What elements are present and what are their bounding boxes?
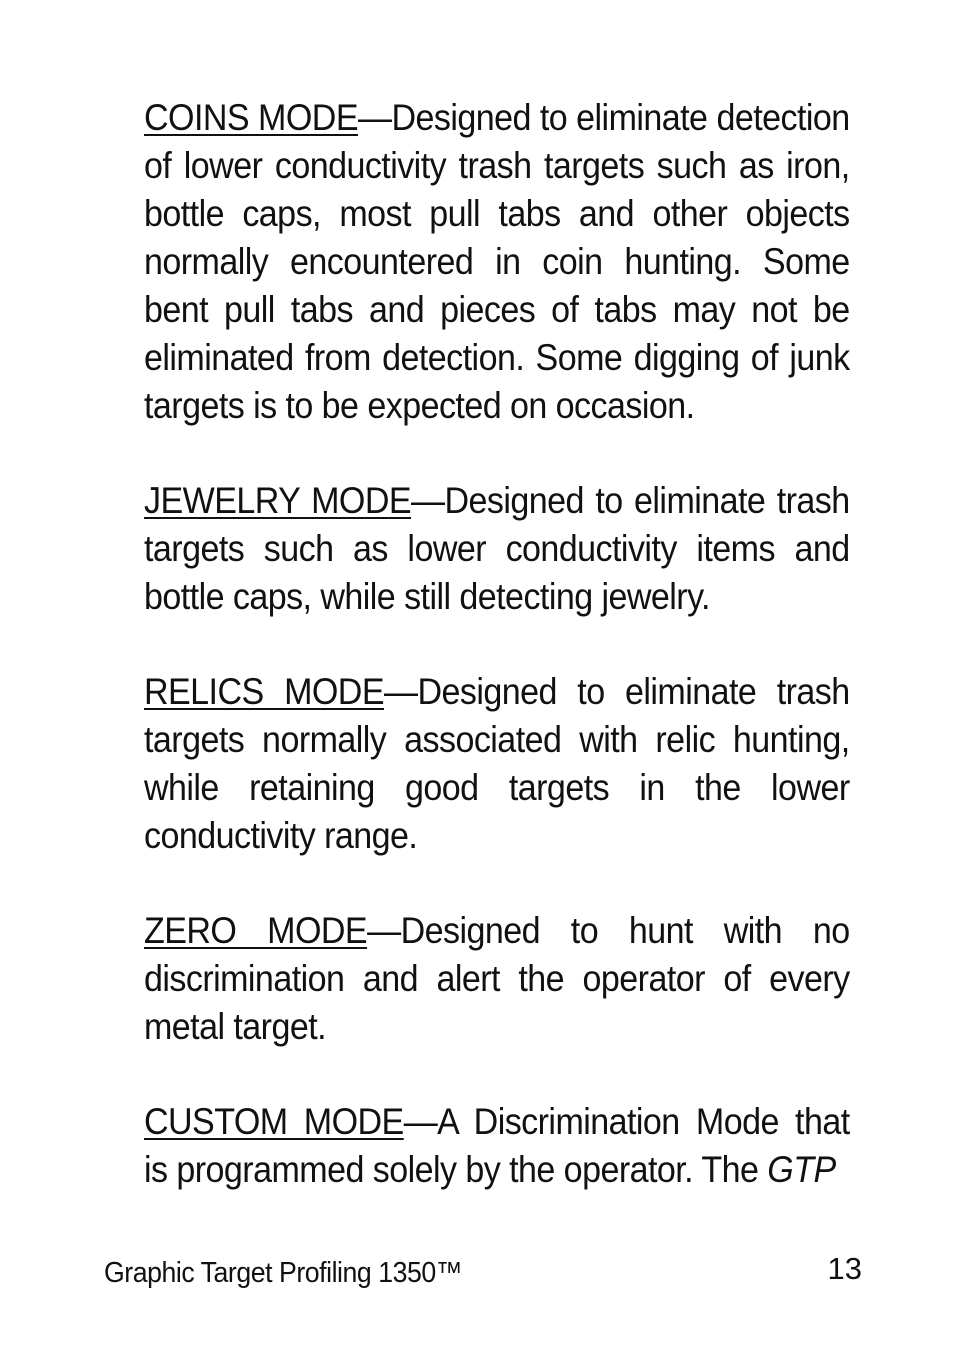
- jewelry-mode-description: —Designed to eliminate trash targets such as lower conductivity items and bottle caps, while still detecting jewelry.: [144, 480, 850, 617]
- jewelry-mode-term: JEWELRY MODE: [144, 480, 412, 521]
- page-body: [144, 94, 850, 1194]
- page-number: 13: [827, 1251, 862, 1286]
- zero-mode-term: ZERO MODE: [144, 910, 368, 951]
- footer-title: Graphic Target Profiling 1350™: [104, 1257, 462, 1289]
- relics-mode-term: RELICS MODE: [144, 671, 384, 712]
- relics-mode-description: —Designed to eliminate trash targets normally associated with relic hunting, while retaining good targets in the lower conductivity range.: [144, 671, 850, 856]
- jewelry-mode-paragraph: [144, 477, 850, 621]
- custom-mode-emphasis: GTP: [767, 1149, 836, 1190]
- coins-mode-description: —Designed to eliminate detection of lower conductivity trash targets such as iron, bottle caps, most pull tabs and other objects normally encountered in coin hunting. Some bent pull tabs and pieces of tabs may not be eliminated from detection. Some digging of junk targets is to be expected on occasion.: [144, 97, 850, 426]
- custom-mode-description: —A Discrimination Mode that is programmed solely by the operator. The: [144, 1101, 850, 1190]
- zero-mode-description: —Designed to hunt with no discrimination and alert the operator of every metal target.: [144, 910, 850, 1047]
- coins-mode-term: COINS MODE: [144, 97, 358, 138]
- relics-mode-paragraph: [144, 668, 850, 860]
- coins-mode-paragraph: [144, 94, 850, 430]
- custom-mode-paragraph: [144, 1098, 850, 1194]
- zero-mode-paragraph: [144, 907, 850, 1051]
- custom-mode-term: CUSTOM MODE: [144, 1101, 404, 1142]
